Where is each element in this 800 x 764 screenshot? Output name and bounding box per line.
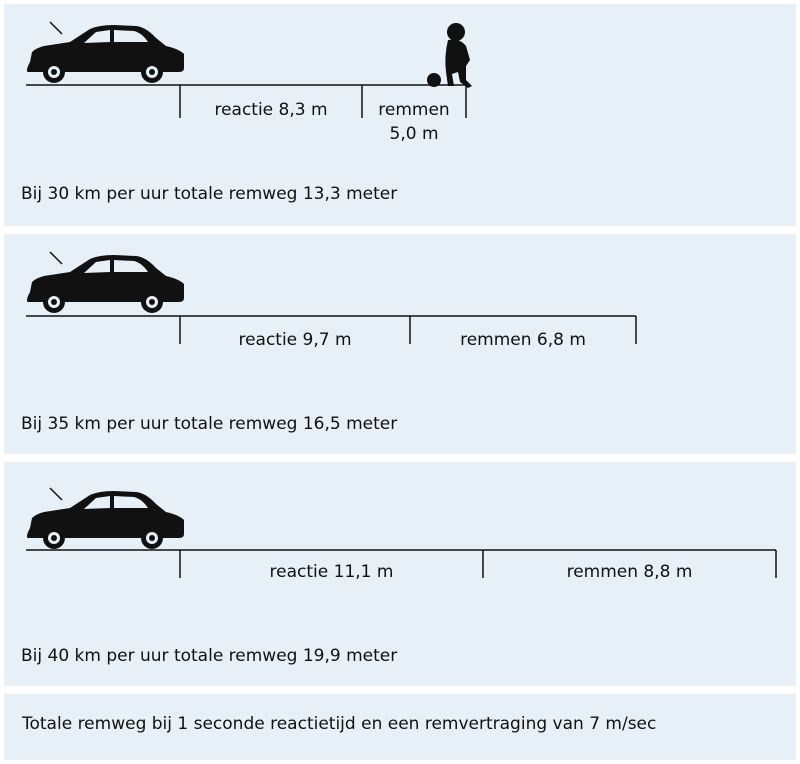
braking-distance-label: remmen 8,8 m <box>566 562 693 582</box>
braking-label-line2: 5,0 m <box>389 124 439 144</box>
panel-caption: Bij 40 km per uur totale remweg 19,9 meter <box>21 646 398 666</box>
footer-panel <box>4 694 796 760</box>
reaction-distance-label: reactie 9,7 m <box>238 330 352 350</box>
car-icon <box>27 252 184 313</box>
panel-35kmh <box>4 234 796 454</box>
panel-30kmh <box>4 4 796 226</box>
panel-40kmh <box>4 462 796 686</box>
panel-caption: Bij 35 km per uur totale remweg 16,5 meter <box>21 414 398 434</box>
braking-label-line1: remmen <box>378 100 450 120</box>
car-icon <box>27 488 184 549</box>
child-with-ball-icon <box>427 23 472 88</box>
reaction-distance-label: reactie 8,3 m <box>214 100 328 120</box>
car-icon <box>27 22 184 83</box>
reaction-distance-label: reactie 11,1 m <box>269 562 394 582</box>
braking-distance-label: remmen 6,8 m <box>460 330 586 350</box>
braking-distance-label <box>362 98 466 146</box>
panel-caption: Bij 30 km per uur totale remweg 13,3 meter <box>21 184 398 204</box>
footer-note: Totale remweg bij 1 seconde reactietijd en een remvertraging van 7 m/sec <box>22 714 657 734</box>
